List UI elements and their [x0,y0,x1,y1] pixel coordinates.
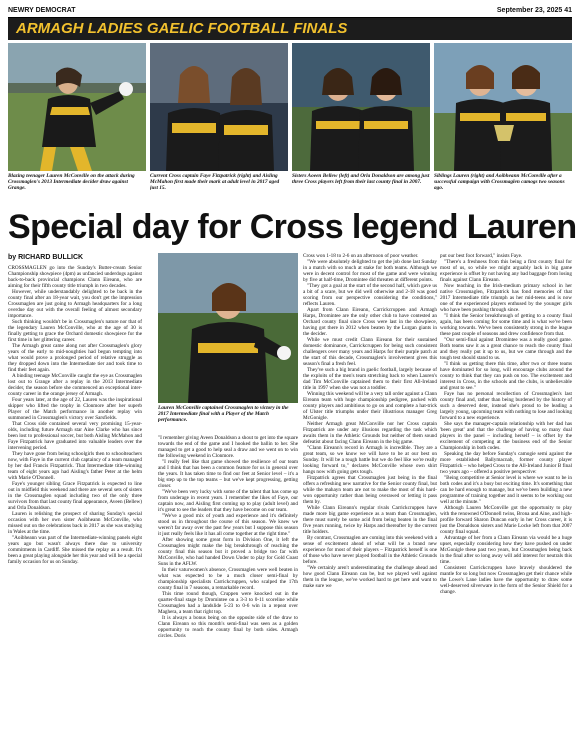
masthead [8,4,572,16]
article-paragraph: "We've a good mix of youth and experience and it's definitely stood us in throughout the course of this season. We knew we weren't far away over the past few years but I suppose this season it just really feels like it has all come together at the right time." [158,513,298,537]
article-paragraph: A binding teenage McConville caught the eye as Crossmaglen lost out to Grange after a replay in the 2013 Intermediate decider, the season before she commenced an exceptional inter-county career in the orange jersey of Armagh. [8,373,142,397]
article-paragraph: While Clann Eireann's regular rivals Carrickcruppen have made more big game experience as a team than Crossmaglen, there must surely be some acid from being beaten in the final five years running, twice by Harps and thereafter by the current title holders. [303,505,437,535]
article-paragraph: "I really feel like that game showed the resilience of our team and I think that has been a common feature for us in general over the years. It has taken time to find our feet at Senior level – it's a big step up to the top teams – but we've kept progressing, getting closer. [158,459,298,489]
article-paragraph: "We were absolutely delighted to get the job done last Sunday in a match with so much at stake for both teams. Although we were in decent control for most of the game and were winning by five at half-time, Dromintee did threaten at different points. [303,259,437,283]
photo-siblings-image [434,43,572,171]
inset-photo [158,253,298,431]
photo-sisters [292,43,430,203]
article-paragraph: They have gone from being schoolgirls then to schoolteachers now, with Faye in the current club captaincy of a team managed by her dad Francis Fitzpatrick. That Intermediate title-winning team of eight years ago had Aisling's father Peter at the helm with Marie O'Donnell. [8,451,142,481]
article-paragraph: "Clann Eireann's record in Armagh is incredible. They are a great team, so we know we will have to be at our best on Sunday. It will be a tough battle but we do feel like we're really looking forward to," declares McConville whose own shirt hangs now with going gets tough. [303,445,437,475]
article-paragraph: They've such a big brand in gaelic football, largely because of the exploits of the men's team stretching back to when Lauren's dad Tim McConville captained them to their first All-Ireland title in 1997 when she was not a toddler. [303,367,437,391]
photo-siblings [434,43,572,203]
article-paragraph: "Being competitive at Senior level is where we want to be in both codes and it's a busy but exciting time. It's something that can be hard enough to manage, but we've been building a new programme of training together and it seems to be working out well at the minute." [440,475,572,505]
article-paragraph: That Cross side contained several very promising 15-year-olds, including future Armagh star Aine Clarke who has since been lost to professional soccer, but both Aisling McMahon and Faye Fitzpatrick have graduated into valuable leaders over the intervening period. [8,421,142,451]
article-paragraph: By contrast, Crossmaglen are coming into this weekend with a sense of excitement ahead of what will be a brand new experience for most of their players – Fitzpatrick herself is one of those who have never played football in the Athletic Grounds before. [303,535,437,565]
article-paragraph: CROSSMAGLEN go into the Sunday's Butter-cream Senior Championship showpiece (4pm) as unfancied underdogs against back-to-back provincial champions Clann Eireann, who are aiming for their fifth county title triumph in two decades. [8,265,142,289]
column-1-text [8,265,142,565]
article-paragraph: "Our semi-final against Dromintee was a really good game. Both teams saw it as a great chance to reach the county final and they really put it up to us, but we came through and the tough test should stand to us. [440,337,572,361]
article-paragraph: Consistent Carrickcruppen have bravely shouldered the mantle for so long but now Crossmaglen get their chance while the Lowe's Lane ladies have the opportunity to draw some well-deserved silverware in the form of the Senior Shield for a change. [440,565,572,595]
article-column-2 [158,435,298,733]
photo-caption: Siblings Lauren (right) and Aoibheann McConville after a successful campaign with Crossmaglen camogs two seasons ago. [434,173,565,192]
photo-captains [150,43,288,203]
article-paragraph: Advantage of her from a Clann Eireann via would be a huge upset, especially considering how they have pushed on under McGonigle these past two years, but Crossmaglen being back in the final after so long away will add interest for neutrals this time. [440,535,572,565]
article-paragraph: Such thinking wouldn't be in Crossmaglen's nature nor that of the legendary Lauren McConville, who at the age of 30 is finally getting to grace the Orchard domestic showpiece for the first time in her glittering career. [8,319,142,343]
issue-date: September 23, 2025 41 [496,6,572,14]
article-paragraph: Although Lauren McConville got the opportunity to play with the renowned O'Donnell twins, Brona and Aine, and high-profile forward Sharon Duncan early in her Cross career, it is just the Donaldson sisters and Marie Locke left from that 2007 county final squad. [440,505,572,535]
article-paragraph: "I think us getting there this time, after two or three teams have dominated for so long, will encourage clubs around the county to think that they can push on too. The excitement and interest in Cross, in the schools and the clubs, is unbelievable and great to see." [440,361,572,391]
article-paragraph: Faye's younger sibling Grace Fitzpatrick is expected to line out in midfield this weekend and there are several sets of sisters in the Crossmaglen squad including two of the only three survivors from that last county final appearance, Aveen (Bellew) and Orla Donaldson. [8,481,142,511]
photo-sisters-image [292,43,430,171]
article-paragraph: Now teaching in the Irish-medium primary school in her native Crossmaglen, Fitzpatrick has fond memories of that 2017 Intermediate title triumph as her mid-teens and is now one of the experienced players enthused by the younger girls who have been pushing through since. [440,283,572,313]
article-paragraph: "I remember giving Aveen Donaldson a shout to get into the square towards the end of the game and I hooked the ballin to her. She managed to get a good to help seal a draw and we went on to win the following weekend in Clonmore. [158,435,298,459]
article-paragraph: After showing some great form in Division One, it left the Crossmaglen might make the big breakthrough of reaching the county final this season but it proved a bridge too far with McConville, who had handed Down Under to play for Gold Coast Suns in the AFLW. [158,537,298,567]
article-paragraph: While we must credit Clann Eireann for their sustained domestic dominance, Carrickcruppen for being such consistent challengers over many years and Harps for their purple patch at the start of this decade, Crossmaglen's involvement gives this season's final a fresh feel. [303,337,437,367]
article-paragraph: Cross won 1-18 to 2-6 on an afternoon of poor weather. [303,253,419,259]
article-paragraph: In their vaturwomen's absence, Crossmaglen were well beaten in what was expected to be a much closer semi-final by championship specialists Carrickcruppen, who scalped the 17th county final in 7 seasons, a remarkable record. [158,567,298,591]
article-column-3 [303,253,437,733]
article-paragraph: Four years later, at the age of 22, Lauren was the inspirational skipper who lifted the trophy in Clonmore after her superb Player of the Match performance in another replay win summoned in Crossmaglen's victory over Sarsfields. [8,397,142,421]
column-4-text [440,253,572,595]
article-paragraph: "We certainly aren't underestimating the challenge ahead and how good Clann Eireann can be, but we played well against them in the league, we've worked hard to get here and want to make sure we [303,565,437,589]
photo-caption: Sisters Aoeen Bellew (left) and Orla Donaldson are among just three Cross players left from their last county final in 2007. [292,173,430,186]
article-paragraph: "I think the Senior breakthrough of getting to a county final again, has been coming for some time and is what we've been working towards. We've been consistently strong in the league these past couple of seasons and drew confidence from that. [440,313,572,337]
article-paragraph: "There's a freshness from this being a first county final for most of us, so while we might arguably lack in big game experience is offset by not having any bad baggage from losing finals against Clann Eireann. [440,259,572,283]
article-paragraph: Speaking the day before Sunday's camogie semi against the more established Ballymacnab, former county player Fitzpatrick – who helped Cross to the All-Ireland Junior B final two years ago – offered a positive perspective: [440,451,572,475]
article-paragraph: "We've been very lucky with some of the talent that has come up from underage in recent years. I remember the likes of Faye, our captain now, and Aisling first coming up to play (adult level) and it's great to see the leaders that they have become on our team. [158,489,298,513]
paper-name: NEWRY DEMOCRAT [8,6,76,14]
photo-caption: Current Cross captain Faye Fitzpatrick (right) and Aisling McMahon first made their mark at adult level in 2017 aged just 15. [150,173,280,192]
article-paragraph: Apart from Clann Eireann, Carrickcruppen and Armagh Harps, Dromintee are the only other club to have contested an Orchard county final since Cross were last in the showpiece, having got there in 2012 when beaten by the Lurgan giants in the decider. [303,307,437,337]
article-column-4 [440,253,572,733]
photo-lauren-action [8,43,146,203]
article-paragraph: The Armagh great came along not after Crossmaglen's glory years of the early to mid-noughties had begun tempting into what would prove a prolonged period of relative struggle as they dropped down into the Intermediate tier and took time to find their feet again. [8,343,142,373]
photo-caption: Blazing teenager Lauren McConville on the attack during Crossmaglen's 2013 Intermediate decider draw against Grange. [8,173,135,192]
column-3-text [303,253,437,589]
article-paragraph: Neither Armagh great McConville nor her Cross captain Fitzpatrick are under any illusions regarding the task which awaits them in the Athletic Grounds but neither of them sound defeatist about facing Clann Eireann in the big game. [303,421,437,445]
article-paragraph: Winning this weekend will be a very tall order against a Clann Eireann team with huge championship pedigree, packed with county players and ambitious to go on and complete a hat-trick of Ulster title triumphs under their illustrious manager Greg McGonigle. [303,391,437,421]
byline: by RICHARD BULLICK [8,254,84,261]
article-paragraph: Fitzpatrick agrees that Crossmaglen just being in the final offers a refreshing new narrative for the Senior county final, but while the mahayn team are not to make the most of this hard-won opportunity rather than being overawed or letting it pass them by. [303,475,437,505]
article-body [8,253,572,733]
photo-lauren-action-image [8,43,146,171]
article-paragraph: However, while understandably delighted to be back in the county final after an 18-year wait, you don't get the impression Crossmaglen are just going to Armagh headquarters for a long overdue day out with the overall feeling of almost secondary importance. [8,289,142,319]
article-paragraph: This time round though, Cruppen were knocked out in the quarter-final stage by Dromintee on a 3-3 to 0-11 scoreline while Crossmaglen had a landslide 5-23 to 0-6 win in a repeat over Maghera, a team that right top. [158,591,298,615]
article-paragraph: "They got a goal at the start of the second half, which gave us a bit of a scare, but we did well otherwise and 2-18 was good scoring from our perspective considering the conditions," reflects Lauren. [303,283,437,307]
section-banner: ARMAGH LADIES GAELIC FOOTBALL FINALS [8,18,572,40]
photo-strip [8,43,572,203]
headline: Special day for Cross legend Lauren [8,208,577,246]
photo-captains-image [150,43,288,171]
inset-photo-image [158,253,298,403]
article-paragraph: It is always a bonus being on the opposite side of the draw to Clann Eireann so this month's semi-final was seen as a golden opportunity to reach the county final by both sides. Armagh circles. Doris [158,615,298,639]
article-paragraph: She says the manager-captain relationship with her dad has 'been great' and that the challenge of having so many dual players in the panel – including herself – is offset by the excitement of competing at the business end of the Senior Championship in both codes. [440,421,572,451]
article-paragraph: Lauren is relishing the prospect of sharing Sunday's special occasion with her own sister Aoibheann McConville, who missed out on the celebrations back in 2017 as she was studying in Wales at the time. [8,511,142,535]
article-paragraph: put our best foot forward," insists Faye. [440,253,523,259]
article-column-1 [8,253,142,733]
inset-photo-caption: Lauren McConville captained Crossmaglen to victory in the 2017 Intermediate final with a Player of the Match performance. [158,405,289,424]
article-paragraph: Faye has no personal recollection of Crossmaglen's last county final and, rather than being burdened by the history of such a deserved dent, instead she's proud to be leading a largely young, upcoming team with nothing to lose and looking forward to a new experience. [440,391,572,421]
article-paragraph: "Aoibheann was part of the Intermediate-winning panels eight years ago but wasn't always there due to university commitments in Cardiff. She missed the replay as a result. It's been a great playing alongside her this year and will be a special family occasion for us on Sunday. [8,535,142,565]
column-2-text [158,435,298,639]
